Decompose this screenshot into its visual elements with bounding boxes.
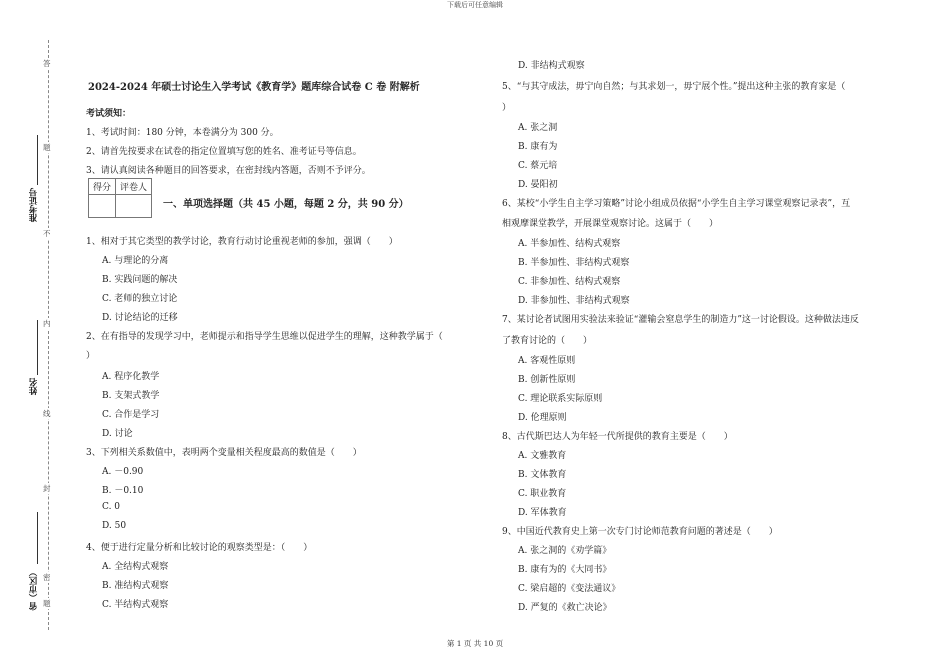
section-title: 一、单项选择题（共 45 小题，每题 2 分，共 90 分）	[163, 199, 409, 210]
question-option[interactable]: C. 梁启超的《变法通议》	[518, 584, 621, 594]
score-table	[88, 178, 152, 218]
question-stem: 3、下列相关系数值中，表明两个变量相关程度最高的数值是（ ）	[86, 448, 362, 458]
page-footer: 第 1 页 共 10 页	[446, 639, 504, 648]
question-option[interactable]: C. 老师的独立讨论	[102, 294, 178, 304]
question-option[interactable]: A. 半参加性、结构式观察	[518, 239, 621, 249]
question-option[interactable]: D. 伦理原则	[518, 413, 567, 423]
question-stem-cont: ）	[86, 351, 96, 361]
province-label: 省（市区）	[29, 568, 39, 611]
reviewer-label: 评卷人	[116, 179, 152, 195]
question-option[interactable]: D. 讨论结论的迁移	[102, 313, 178, 323]
question-option[interactable]: C. 职业教育	[518, 489, 567, 499]
question-stem: 1、相对于其它类型的教学讨论，教育行动讨论重视老师的参加，强调（ ）	[86, 237, 398, 247]
notice-item: 2、请首先按要求在试卷的指定位置填写您的姓名、准考证号等信息。	[86, 147, 362, 157]
score-label: 得分	[89, 179, 116, 195]
question-option[interactable]: D. 非结构式观察	[518, 61, 585, 71]
question-option[interactable]: A. 全结构式观察	[102, 562, 169, 572]
question-stem: 6、某校“小学生自主学习策略”讨论小组成员依据“小学生自主学习课堂观察记录表”，互	[502, 199, 851, 209]
question-option[interactable]: D. 晏阳初	[518, 180, 558, 190]
reviewer-cell[interactable]	[116, 195, 152, 218]
question-stem: 7、某讨论者试图用实验法来验证“灌输会窒息学生的制造力”这一讨论假设。这种做法违反	[502, 315, 859, 325]
question-option[interactable]: B. 实践问题的解决	[102, 275, 178, 285]
question-option[interactable]: D. 非参加性、非结构式观察	[518, 296, 630, 306]
question-option[interactable]: D. 军体教育	[518, 508, 567, 518]
paper-title: 2024-2024 年硕士讨论生入学考试《教育学》题库综合试卷 C 卷 附解析	[88, 82, 420, 93]
question-option[interactable]: C. 理论联系实际原则	[518, 394, 603, 404]
question-stem-cont: ）	[502, 103, 512, 113]
question-option[interactable]: B. 支架式教学	[102, 391, 160, 401]
question-stem: 4、便于进行定量分析和比较讨论的观察类型是：（ ）	[86, 543, 313, 553]
question-option[interactable]: D. 严复的《救亡决论》	[518, 603, 612, 613]
question-option[interactable]: C. 蔡元培	[518, 161, 558, 171]
question-option[interactable]: A. 程序化教学	[102, 372, 160, 382]
province-line	[37, 512, 38, 564]
question-option[interactable]: A. 张之洞	[518, 123, 558, 133]
question-stem: 9、中国近代教育史上第一次专门讨论师范教育问题的著述是（ ）	[502, 527, 778, 537]
seal-mark: 封	[43, 484, 51, 493]
seal-mark: 不	[43, 229, 51, 238]
name-label: 姓名	[29, 378, 39, 395]
question-option[interactable]: A. 客观性原则	[518, 356, 576, 366]
question-stem-cont: 了教育讨论的（ ）	[502, 336, 593, 346]
seal-mark: 线	[43, 409, 51, 418]
question-option[interactable]: B. －0.10	[102, 486, 144, 496]
question-option[interactable]: C. 半结构式观察	[102, 600, 169, 610]
seal-mark: 内	[43, 319, 51, 328]
name-line	[37, 320, 38, 375]
question-option[interactable]: B. 康有为的《大同书》	[518, 565, 612, 575]
question-stem: 2、在有指导的发现学习中，老师提示和指导学生思维以促进学生的理解，这种教学属于（	[86, 332, 443, 342]
question-option[interactable]: D. 讨论	[102, 429, 133, 439]
header-note: 下载后可任意编辑	[447, 1, 503, 9]
question-option[interactable]: B. 康有为	[518, 142, 558, 152]
question-stem: 8、古代斯巴达人为年轻一代所提供的教育主要是（ ）	[502, 432, 733, 442]
question-option[interactable]: B. 文体教育	[518, 470, 567, 480]
seal-mark: 答	[43, 59, 51, 68]
question-stem-cont: 相观摩课堂教学，开展课堂观察讨论。这属于（ ）	[502, 219, 719, 229]
seal-mark: 题	[43, 143, 51, 152]
question-option[interactable]: A. －0.90	[102, 467, 144, 477]
notice-item: 3、请认真阅读各种题目的回答要求，在密封线内答题，否则不予评分。	[86, 166, 371, 176]
score-cell[interactable]	[89, 195, 116, 218]
seal-dashed-line	[48, 40, 49, 630]
notice-heading: 考试须知：	[86, 109, 132, 119]
exam-number-line	[37, 135, 38, 185]
question-option[interactable]: A. 与理论的分离	[102, 256, 169, 266]
question-option[interactable]: A. 张之洞的《劝学篇》	[518, 546, 612, 556]
question-stem: 5、“与其守成法，毋宁向自然；与其求划一，毋宁展个性。”提出这种主张的教育家是（	[502, 82, 846, 92]
question-option[interactable]: C. 合作是学习	[102, 410, 160, 420]
seal-mark: 密	[43, 573, 51, 582]
notice-item: 1、考试时间：180 分钟，本卷满分为 300 分。	[86, 128, 279, 138]
seal-mark: 题	[43, 599, 51, 608]
exam-number-label: 准考证号	[29, 188, 39, 222]
question-option[interactable]: A. 文雅教育	[518, 451, 567, 461]
question-option[interactable]: B. 创新性原则	[518, 375, 576, 385]
binding-strip	[28, 40, 64, 630]
question-option[interactable]: B. 准结构式观察	[102, 581, 169, 591]
question-option[interactable]: C. 0	[102, 502, 121, 512]
question-option[interactable]: B. 半参加性、非结构式观察	[518, 258, 630, 268]
question-option[interactable]: D. 50	[102, 521, 127, 531]
question-option[interactable]: C. 非参加性、结构式观察	[518, 277, 621, 287]
